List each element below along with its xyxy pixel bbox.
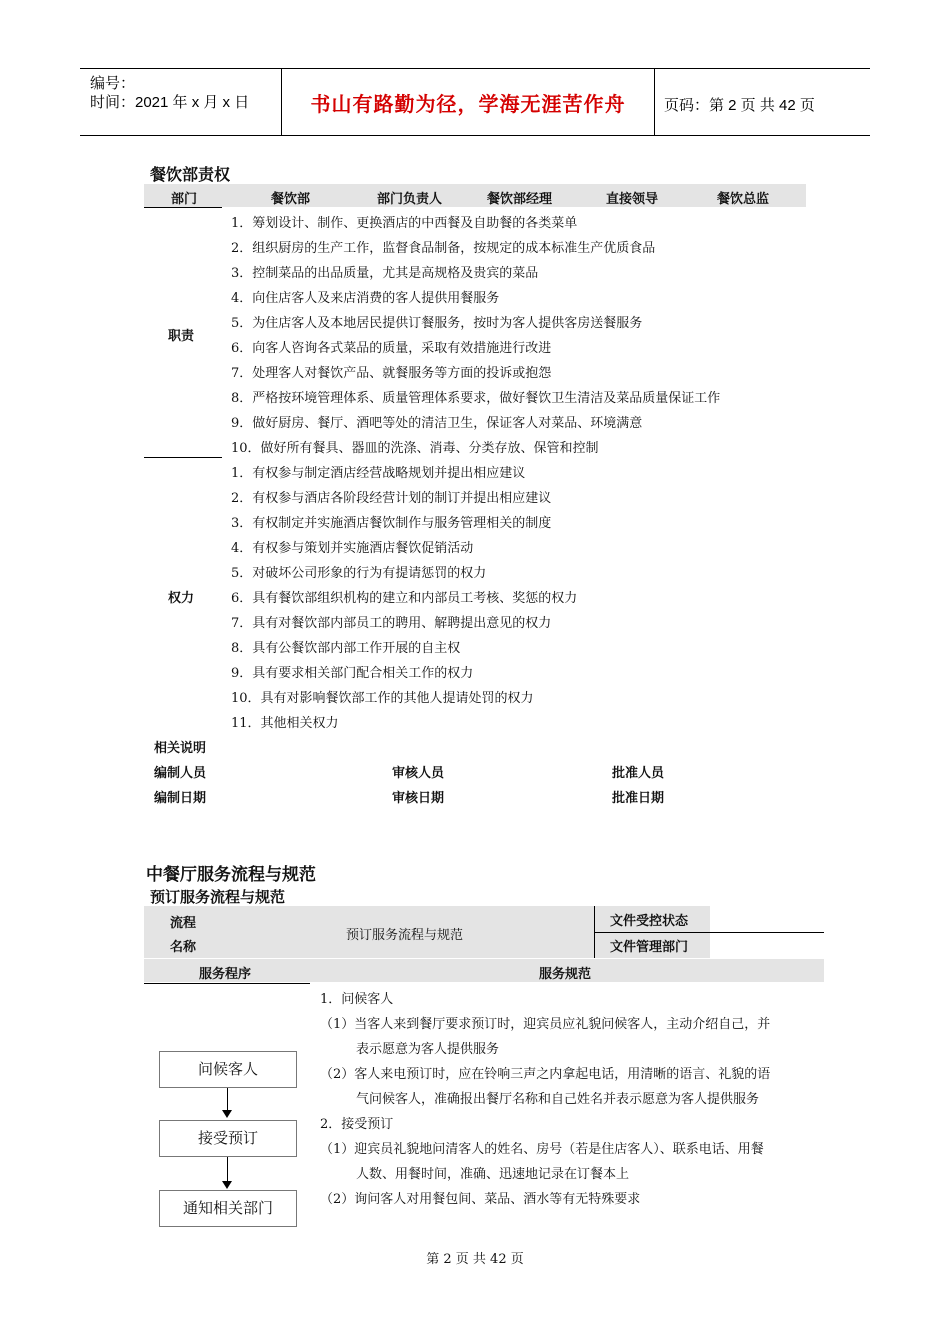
duties-label: 职责 (168, 329, 195, 344)
power-item: 4．有权参与策划并实施酒店餐饮促销活动 (231, 541, 474, 556)
spec-line: 表示愿意为客人提供服务 (356, 1042, 500, 1057)
duty-item: 1．筹划设计、制作、更换酒店的中西餐及自助餐的各类菜单 (231, 216, 578, 231)
spec-line: 1．问候客人 (320, 992, 394, 1007)
power-item: 10．具有对影响餐饮部工作的其他人提请处罚的权力 (231, 691, 534, 706)
duty-item: 7．处理客人对餐饮产品、就餐服务等方面的投诉或抱怨 (231, 366, 552, 381)
procedure-column-rule (144, 983, 310, 984)
flow-step-notify: 通知相关部门 (159, 1190, 297, 1227)
header-divider-right (654, 68, 655, 135)
doc-number-label: 编号： (90, 75, 136, 92)
approved-by-label: 批准人员 (612, 766, 665, 781)
flow-arrow-line (227, 1088, 228, 1110)
duty-item: 5．为住店客人及本地居民提供订餐服务，按时为客人提供客房送餐服务 (231, 316, 643, 331)
power-item: 9．具有要求相关部门配合相关工作的权力 (231, 666, 474, 681)
power-item: 3．有权制定并实施酒店餐饮制作与服务管理相关的制度 (231, 516, 552, 531)
duty-item: 2．组织厨房的生产工作，监督食品制备，按规定的成本标准生产优质食品 (231, 241, 656, 256)
spec-line: （2）询问客人对用餐包间、菜品、酒水等有无特殊要求 (320, 1192, 641, 1207)
reviewed-by-label: 审核人员 (392, 766, 445, 781)
section-title-responsibility: 餐饮部责权 (150, 165, 231, 184)
spec-line: （2）客人来电预订时，应在铃响三声之内拿起电话，用清晰的语言、礼貌的语 (320, 1067, 771, 1082)
spec-line: （1）迎宾员礼貌地问清客人的姓名、房号（若是住店客人）、联系电话、用餐 (320, 1142, 764, 1157)
header-leader-value: 餐饮总监 (717, 192, 770, 207)
flow-step-accept: 接受预订 (159, 1120, 297, 1157)
reviewed-date-label: 审核日期 (392, 791, 445, 806)
duty-item: 10．做好所有餐具、器皿的洗涤、消毒、分类存放、保管和控制 (231, 441, 599, 456)
duty-item: 8．严格按环境管理体系、质量管理体系要求，做好餐饮卫生清洁及菜品质量保证工作 (231, 391, 721, 406)
power-item: 2．有权参与酒店各阶段经营计划的制订并提出相应建议 (231, 491, 552, 506)
duty-item: 3．控制菜品的出品质量，尤其是高规格及贵宾的菜品 (231, 266, 539, 281)
spec-line: 人数、用餐时间，准确、迅速地记录在订餐本上 (356, 1167, 630, 1182)
header-owner-value: 餐饮部经理 (487, 192, 553, 207)
flow-arrow-line (227, 1157, 228, 1181)
duty-item: 6．向客人咨询各式菜品的质量，采取有效措施进行改进 (231, 341, 552, 356)
label-column-rule-top (144, 207, 222, 208)
service-table-header (144, 959, 824, 982)
flow-label-line2: 名称 (170, 940, 197, 955)
flow-name-value: 预订服务流程与规范 (346, 928, 464, 943)
power-item: 6．具有餐饮部组织机构的建立和内部员工考核、奖惩的权力 (231, 591, 578, 606)
spec-line: 气问候客人，准确报出餐厅名称和自己姓名并表示愿意为客人提供服务 (356, 1092, 760, 1107)
doc-time-label: 时间：2021 年 x 月 x 日 (90, 94, 250, 111)
header-top-rule (80, 68, 870, 69)
col-spec: 服务规范 (539, 967, 592, 982)
flow-label-line1: 流程 (170, 916, 197, 931)
col-procedure: 服务程序 (199, 967, 252, 982)
label-column-rule-mid (144, 457, 222, 458)
flow-arrow-head (222, 1110, 232, 1118)
power-item: 1．有权参与制定酒店经营战略规划并提出相应建议 (231, 466, 526, 481)
page-counter: 页码：第 2 页 共 42 页 (664, 97, 815, 114)
duty-item: 9．做好厨房、餐厅、酒吧等处的清洁卫生，保证客人对菜品、环境满意 (231, 416, 643, 431)
flow-arrow-head (222, 1181, 232, 1189)
flow-info-table (144, 906, 824, 958)
table-header-row (144, 184, 806, 207)
doc-control-label: 文件受控状态 (610, 914, 689, 929)
power-item: 5．对破坏公司形象的行为有提请惩罚的权力 (231, 566, 487, 581)
header-leader: 直接领导 (606, 192, 659, 207)
powers-label: 权力 (168, 591, 195, 606)
header-bottom-rule (80, 135, 870, 136)
doc-dept-label: 文件管理部门 (610, 940, 689, 955)
page-footer: 第 2 页 共 42 页 (426, 1252, 524, 1267)
power-item: 11．其他相关权力 (231, 716, 339, 731)
header-dept: 部门 (171, 192, 198, 207)
power-item: 8．具有公餐饮部内部工作开展的自主权 (231, 641, 461, 656)
approved-date-label: 批准日期 (612, 791, 665, 806)
header-motto: 书山有路勤为径，学海无涯苦作舟 (310, 92, 626, 116)
section-title-service-flow: 中餐厅服务流程与规范 (146, 865, 316, 885)
header-owner: 部门负责人 (377, 192, 443, 207)
duty-item: 4．向住店客人及来店消费的客人提供用餐服务 (231, 291, 500, 306)
flow-table-divider (710, 932, 824, 933)
section-subtitle-reservation: 预订服务流程与规范 (150, 888, 286, 906)
prepared-by-label: 编制人员 (154, 766, 207, 781)
header-dept-value: 餐饮部 (271, 192, 311, 207)
prepared-date-label: 编制日期 (154, 791, 207, 806)
related-note-label: 相关说明 (154, 741, 207, 756)
spec-line: 2．接受预订 (320, 1117, 394, 1132)
power-item: 7．具有对餐饮部内部员工的聘用、解聘提出意见的权力 (231, 616, 552, 631)
spec-line: （1）当客人来到餐厅要求预订时，迎宾员应礼貌问候客人，主动介绍自己，并 (320, 1017, 771, 1032)
flow-step-greet: 问候客人 (159, 1051, 297, 1088)
